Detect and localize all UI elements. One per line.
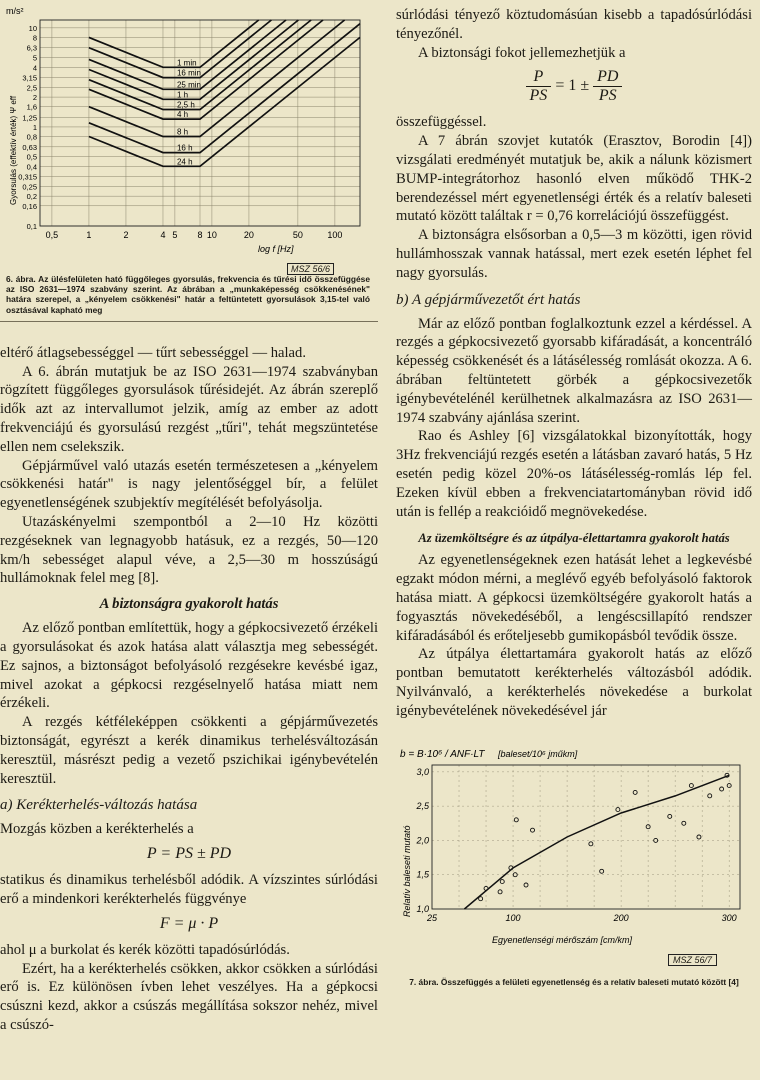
fig6-y-tick: 0,5 — [26, 152, 37, 162]
fig6-y-tick: 1,25 — [22, 113, 37, 123]
section-heading-c: Az üzemköltségre és az útpálya-élettartamra gyakorolt hatás — [418, 531, 730, 546]
fig6-y-tick: 5 — [32, 53, 37, 63]
fig6-x-tick: 0,5 — [45, 230, 59, 240]
paragraph: statikus és dinamikus terhelésből adódik. A vízszintes súrlódási erő a mindenkori kerékterhelés függvénye — [0, 872, 378, 907]
fig6-y-tick: 3,15 — [22, 73, 37, 83]
fig6-y-tick: 0,63 — [22, 142, 37, 152]
paragraph: A biztonságra elsősorban a 0,5—3 m közötti, igen rövid hullámhosszak vannak hatással, mert ezek esetén léphet fel nagy gyorsulás. — [396, 227, 752, 281]
fig7-point — [600, 869, 604, 873]
left-column — [0, 0, 378, 1035]
fig6-curve-label: 16 min — [176, 68, 202, 78]
fig6-curve-label: 4 h — [176, 110, 189, 120]
paragraph: A biztonsági fokot jellemezhetjük a — [418, 44, 626, 61]
formula-safety — [396, 68, 752, 105]
fig6-y-tick: 4 — [32, 63, 37, 73]
fig7-ylabel: Relatív baleseti mutató — [402, 824, 412, 917]
fig6-x-tick: 50 — [292, 230, 303, 240]
fig7-y-tick: 3,0 — [416, 766, 429, 777]
fig6-y-tick: 0,315 — [18, 172, 37, 182]
figure-6-chart — [0, 0, 378, 258]
fig6-x-tick: 8 — [197, 230, 203, 240]
fig6-ylabel: Gyorsulás (effektív érték) Ψ eff — [9, 95, 18, 205]
paragraph: Mozgás közben a kerékterhelés a — [0, 821, 194, 838]
fig6-y-tick: 0,8 — [26, 132, 37, 142]
fig6-caption: 6. ábra. Az ülésfelületen ható függőleges gyorsulás, frekvencia és tűrési idő összefüggése az ISO 2631—1974 szabvány szerint. Az ábrában a „munkaképesség csökkenésének" határa szerepel, a „kényelem csökkenési" határ a feltüntetett gyorsulások 3,15-tel való osztásával kapható meg — [6, 274, 370, 315]
fig6-curve-label: 1 h — [176, 90, 189, 100]
fig7-point — [500, 879, 504, 883]
fig6-y-tick: 0,25 — [22, 182, 37, 192]
section-heading-b: b) A gépjárművezetőt ért hatás — [396, 291, 581, 308]
fig6-y-tick: 1 — [32, 122, 37, 132]
formula-f: F = μ · P — [159, 914, 219, 932]
paragraph: súrlódási tényező köztudomásúan kisebb a tapadósúrlódási tényezőnél. — [396, 7, 752, 42]
paragraph: ahol μ a burkolat és kerék közötti tapadósúrlódás. — [0, 941, 290, 958]
fig7-y-tick: 1,5 — [416, 869, 429, 880]
fig6-y-tick: 2 — [32, 93, 37, 103]
fig7-point — [616, 807, 620, 811]
fig7-point — [589, 841, 593, 845]
fig6-yunit: m/s² — [6, 6, 24, 16]
section-heading-safety: A biztonságra gyakorolt hatás — [99, 596, 279, 613]
paragraph: összefüggéssel. — [396, 114, 487, 131]
fig7-point — [633, 790, 637, 794]
fig6-curve — [89, 20, 259, 67]
fig7-point — [697, 835, 701, 839]
fig7-point — [498, 889, 502, 893]
fig7-x-tick: 25 — [426, 912, 438, 923]
formula-den: PS — [529, 87, 548, 105]
paragraph: Már az előző pontban foglalkoztunk ezzel a kérdéssel. A rezgés a gépkocsivezető gyorsabb kifáradását, a koncentráló képesség csökkenését és a látásélesség romlását okozza. A 6. ábrában feltüntetett görbék a gépkocsivezetők igénybevételénél kerülhetnek alkalmazásra az ISO 2631—1974 szabvány ajánlása szerint. — [396, 315, 752, 426]
fig7-point — [479, 896, 483, 900]
fig7-x-tick: 300 — [721, 912, 737, 923]
fig7-y-tick: 2,0 — [416, 834, 429, 845]
fig6-x-tick: 10 — [206, 230, 217, 240]
fig7-point — [720, 787, 724, 791]
fig6-x-tick: 20 — [243, 230, 254, 240]
fig6-y-tick: 1,6 — [26, 102, 37, 112]
right-column — [396, 6, 752, 987]
paragraph: Ezért, ha a kerékterhelés csökken, akkor csökken a súrlódási erő is. Ez különösen ívben lehet veszélyes. Ha a gépkocsi csúszni kezd, akkor a csúszás megállítása sokszor nehéz, mivel a csúszó- — [0, 960, 378, 1033]
fig6-curve — [89, 24, 360, 153]
formula-den: PS — [598, 87, 617, 105]
fig6-xlabel: log f [Hz] — [258, 244, 294, 254]
paragraph: A rezgés kétféleképpen csökkenti a gépjárművezetés biztonságát, egyrészt a kerék dinamikus terhelésváltozásán keresztül, másrészt pedig a vezető pszichikai igénybevételén keresztül. — [0, 714, 378, 787]
fig6-curve-label: 2,5 h — [176, 100, 195, 110]
paragraph: Utazáskényelmi szempontból a 2—10 Hz közötti rezgéseknek van legnagyobb hatásuk, ez a rezgés, 50—120 km/h sebességet alapul véve, a 2,5—30 m hosszúságú hullámoknak felel meg [8]. — [0, 513, 378, 587]
fig7-point — [668, 814, 672, 818]
fig7-plot-frame — [432, 765, 740, 909]
paragraph: Gépjárművel való utazás esetén természetesen a „kényelem csökkenési határ" is nagy jelentőséggel bír, a felület egyenetlenségének szubjektív megítélését befolyásolja. — [0, 457, 378, 512]
fig7-y-tick: 2,5 — [416, 800, 429, 811]
formula-p: P = PS ± PD — [146, 845, 232, 863]
fig7-point — [514, 817, 518, 821]
figure-7-chart — [396, 733, 752, 977]
fig7-x-tick: 100 — [505, 912, 521, 923]
fig6-stamp: MSZ 56/6 — [287, 263, 334, 275]
fig6-curve-label: 16 h — [176, 143, 193, 153]
paragraph: eltérő átlagsebességgel — tűrt sebességgel — halad. — [0, 344, 306, 361]
paragraph: Az útpálya élettartamára gyakorolt hatás az előző pontban bemutatott kerékterhelés változásból adódik. Nyilvánvaló, a kerékterhelés növekedése a burkolat igénybevételének növekedésével jár — [396, 646, 752, 719]
fig6-y-tick: 10 — [28, 23, 37, 33]
fig7-y-tick: 1,0 — [416, 903, 429, 914]
fig7-point — [689, 783, 693, 787]
fig7-unit: [baleset/10⁶ jműkm] — [498, 748, 578, 759]
fig7-point — [524, 883, 528, 887]
paragraph: Az egyenetlenségeknek ezen hatását lehet a legkevésbé egzakt módon mérni, a meglévő egyéb befolyásoló faktorok hatása miatt. A gépkocsi üzemköltségére gyakorolt hatás a fogyasztás növekedéséből, a lengéscsillapító rendszer kifáradásából és erőteljesebb gumikopásból tevődik össze. — [396, 552, 752, 644]
paragraph: Az előző pontban említettük, hogy a gépkocsivezető érzékeli a gyorsulásokat és azok hatása alatt választja meg sebességét. Ez sajnos, a biztonságot befolyásoló rezgésekre kevésbé igaz, mivel azokat a gépkocsi rezgéselnyelő hatása miatt nem érzékeli. — [0, 620, 378, 712]
fig7-point — [682, 821, 686, 825]
fig6-y-tick: 2,5 — [26, 83, 37, 93]
formula-num: PD — [593, 68, 622, 87]
fig6-curve-label: 8 h — [176, 127, 189, 137]
fig6-curve-label: 1 min — [176, 58, 197, 68]
fig6-curve-label: 25 min — [176, 80, 202, 90]
fig6-x-tick: 100 — [327, 230, 343, 240]
fig7-xlabel: Egyenetlenségi mérőszám [cm/km] — [492, 934, 633, 945]
fig7-x-tick: 200 — [613, 912, 629, 923]
fig6-x-tick: 4 — [160, 230, 166, 240]
section-heading-a: a) Kerékterhelés-változás hatása — [0, 797, 198, 814]
paragraph: A 6. ábrán mutatjuk be az ISO 2631—1974 szabványban rögzített függőleges gyorsulások tűrésidejét. Az ábrán szereplő idők azt az intervallumot jelzik, amíg az ember az adott frekvenciájú és gyorsulású rezgést „tűri", tehát megszüntetése ellen nem cselekszik. — [0, 363, 378, 455]
fig7-trend-line — [464, 775, 729, 909]
fig6-y-tick: 0,16 — [22, 201, 37, 211]
fig6-x-tick: 2 — [123, 230, 129, 240]
formula-num: P — [526, 68, 552, 87]
fig7-caption: 7. ábra. Összefüggés a felületi egyenetlenség és a relatív baleseti mutató között [4] — [409, 976, 739, 987]
fig6-y-tick: 0,2 — [26, 192, 37, 202]
paragraph: A 7 ábrán szovjet kutatók (Erasztov, Borodin [4]) vizsgálati eredményét mutatjuk be, akik a nálunk közismert BUMP-integrátorhoz hasonló elven működő THK-2 berendezéssel mért egyenetlenségi érték és a relatív baleseti mutató között találtak r = 0,76 korrelációjú összefüggést. — [396, 133, 752, 225]
figure-6 — [0, 0, 378, 274]
fig6-y-tick: 0,4 — [26, 162, 37, 172]
fig6-x-tick: 1 — [86, 230, 92, 240]
fig7-formula: b = B·10⁶ / ANF·LT — [400, 748, 485, 760]
formula-mid: = 1 ± — [555, 77, 590, 95]
fig7-stamp: MSZ 56/7 — [668, 954, 717, 966]
fig7-point — [531, 828, 535, 832]
fig7-point — [708, 793, 712, 797]
figure-7 — [396, 733, 752, 977]
fig6-y-tick: 8 — [32, 33, 37, 43]
fig6-x-tick: 5 — [172, 230, 178, 240]
fig6-y-tick: 6,3 — [26, 43, 37, 53]
paragraph: Rao és Ashley [6] vizsgálatokkal bizonyították, hogy 3Hz frekvenciájú rezgés esetén a látásban zavaró hatás, 5 Hz esetén pedig közel 20%-os látásélesség-romlás lép fel. Ezeken kívül ebben a frekvenciatartományban rövid idő után is fellép a reakcióidő megnövekedése. — [396, 428, 752, 520]
fig6-y-tick: 0,1 — [26, 222, 37, 231]
fig6-curve-label: 24 h — [176, 157, 193, 167]
